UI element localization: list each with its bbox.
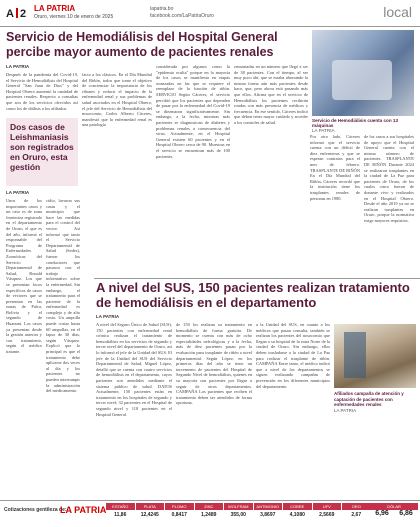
ticker-item: PLOMO 0,8417 [165, 503, 194, 525]
ticker-item: WOLFRAM 355,00 [224, 503, 253, 525]
ticker-item: UFV 2,5669 [313, 503, 342, 525]
web-links: lapatria.bo facebook.com/LaPatriaOruro [150, 6, 214, 19]
dollar-rate: DÓLAR 6,96 6,86 [370, 503, 418, 525]
masthead-logo: LA PATRIA [34, 4, 76, 13]
header-rule [0, 26, 420, 27]
article1-col6: de los casos a sus hospitales de apoyo que el Hospital General cuenta con el mismo número de pacientes. TRASPLANTE DE RIÑÓN Durante 2024 se realizaron trasplantes en la ciudad de La Paz para pacientes de Oruro, de los cuales cinco fueron de donante vivo y realizados en el Hospital Obrero. Desde el año 2019 ya no se realizan trasplantes en Oruro, porque la normativa exige mayores requisitos. [364, 134, 414, 223]
dollar-sell: 6,86 [399, 510, 413, 517]
dollar-buy: 6,96 [375, 510, 389, 517]
dateline: Oruro, viernes 10 de enero de 2025 [34, 14, 114, 20]
article1-col4: remontadas en un número que llegó a ser de 38 pacientes. Con el tiempo, al ser muy poco ahí, que se estaba ahorrando la misma forma aún más pacientes desde hace, que, pero ahora está pasando más que ellos. Afirma que en el servicio de Hemodiálisis los pacientes recibirán rondas con más presencia de médicos y frecuencia. En ese sentido, Cáceres indicó que deben tener mayor cuidado y acceder a los controles de salud. [234, 64, 308, 125]
photo2-caption: Afiliados campaña de atención y captación de pacientes con enfermedades renales LA PATRIA [334, 391, 404, 413]
ticker-title: Cotizaciones gentileza de: [4, 507, 67, 513]
ticker-item: ZINC 1,2489 [195, 503, 224, 525]
section-title: local [383, 4, 412, 20]
ticker-item: COBRE 4,1080 [283, 503, 312, 525]
page-header [0, 0, 420, 28]
article1-col3: considerada por algunos como la "epidemia oculta" porque en la mayoría de los casos se manifiesta en etapas avanzadas en las que se requiere el reemplazo de la función de riñón. SERVICIO Según Cáceres, el servicio percibió que los pacientes que dependen de pasar por la enfermedad del Covid-19 se diezmaron significativamente. Sin embargo, a la fecha, mientras más pacientes se diagnostican de diabetes y problemas renales a consecuencia del virus. Actualmente, en el Hospital General existen 60 pacientes y en el Hospital Obrero cerca de 90. Muestras en el servicio se encuentran más de 100 pacientes. [156, 64, 230, 159]
article1-col2: facto a los clásicos. En el Día Mundial del Riñón, todos que tome el objetivo de concienciar la importancia de los riñones y reducir el impacto de la enfermedad renal y sus problemas de salud asociados en el Hospital Obrero, el jefe del Servicio de Hemodiálisis del nosocomio, Carlos Alberto Cáceres, manifestó que la enfermedad renal es una patología [82, 72, 152, 128]
page-number: A 2 [6, 8, 27, 20]
article2-headline: A nivel del SUS, 150 pacientes realizan tratamiento de hemodiálisis en el departamento [96, 280, 410, 310]
article1-col1: Después de la pandemia del Covid-19, el Servicio de Hemodiálisis del Hospital General "San Juan de Dios" y del Hospital Obrero aumentó la cantidad de pacientes renales. Respecto a consultas que son de los servicios ofrecidos así como los de diálisis a los afiliados. [6, 72, 78, 111]
quotes-ticker [0, 500, 420, 527]
ticker-item: PLATA 12,4245 [136, 503, 165, 525]
article1-col5: Por otro lado, Cáceres informó que el servicio cuenta con un déficit de diez enfermeras y que se esperan contratos para el mes de febrero. TRASPLANTE DE RIÑÓN En el Día Mundial del Riñón, Cáceres recordó que la institución tiene los trasplantes renales de personas en 1980. [310, 134, 360, 201]
box-headline: Dos casos de Leishmaniasis son registrados en Oruro, esta gestión [10, 122, 74, 172]
ticker-item: ANTIMONIO 3,8697 [254, 503, 283, 525]
article2-rule [94, 278, 420, 279]
ticker-item: ESTAÑO 11,86 [106, 503, 135, 525]
article2-col1: A nivel del Seguro Único de Salud (SUS), 150 pacientes con enfermedad renal crónica realizan el tratamiento de hemodiálisis en los servicios de segundo y tercer nivel del departamento de Oruro, así lo informó el jefe de la Unidad del SUS. El jefe de la Unidad del SUS del Servicio Departamental de Salud, Miguel López, detalló que se cuenta con cuatro servicios de hemodiálisis en el departamento, cuyos pacientes son atendidos mediante el sistema público de salud. DATOS Actualmente, 150 pacientes están en tratamiento en los hospitales de segundo y tercer nivel; 32 pacientes en el Hospital de segundo nivel y 118 pacientes en el Hospital General. [96, 322, 172, 417]
renal-campaign-photo [334, 324, 416, 388]
ticker-logo: LA PATRIA [60, 505, 107, 515]
article2-col2: de 150 los realizan su tratamiento en hemodiálisis de forma gratuita. De momento se cuenta con más de ocho especialidades nefrológicas y a la fecha, más de diez pacientes pasan por la evaluación para trasplante de riñón a nivel departamental. Según López, en los primeros días del año se tiene un incremento de pacientes del Hospital de Segundo Nivel de hemodiálisis, quienes en su mayoría son pacientes por llegar a seguir de otros departamentos. CAMPAÑA Los pacientes que reciben el tratamiento deben ser atendidos de forma oportuna. [176, 322, 252, 406]
ticker-cells [106, 503, 372, 525]
article2-source: LA PATRIA [96, 314, 120, 319]
article1-headline: Servicio de Hemodiálisis del Hospital General percibe mayor aumento de pacientes renales [6, 30, 278, 59]
box-col1: Unos de los importantes casos y un caso es de zona fronteriza registrado en el departamento de Oruro, el que es del año, informó el responsable del Programa de Enfermedades Zoonóticas del Servicio Departamental de Salud, Ronald Vásquez. Los que se presentan focos específicos de casos de vectores que se presentan en las zonas de Palca, Bolivia y el segundo de Huanuni. Los casos ya presentan desde la gestión anterior y con tratamiento, según el médico tratante. [6, 198, 42, 355]
hemodialysis-machines-photo [312, 30, 414, 116]
box-col2: cidio, lavaron sus casas y el municipio que hace las medidas para el control del vector. Así informó que tanto el Servicio Departamental de Salud (Sedes), fueron los conductores que pasaron con el trabajo informativo sobre la enfermedad. Sin embargo, el tratamiento para el paciente de la enfermedad es complejo y de alto costo. Un ampolla puede costar hasta 60 ampollas, en el lapso de 30 días, según Vásquez. Explicó que lo principal es que el tratamiento debe aplicarse dos veces al día y los pacientes no pueden interrumpir la administración del medicamento. [46, 198, 80, 394]
photo1-caption: Servicio de Hemodiálisis cuenta con 13 máquinas LA PATRIA [312, 118, 399, 133]
article1-source: LA PATRIA [6, 64, 30, 69]
box-source: LA PATRIA [6, 190, 30, 195]
ticker-item: ORO 2,67 [342, 503, 371, 525]
leishmaniasis-box [6, 118, 78, 186]
article2-col3: a la Unidad del SUS, en cuanto a los médicos que pasan consulta, también se realizan los pacientes del nosocomio que llegan a su hospital de la zona Norte de la ciudad de Oruro. Sin embargo, ellos deben trasladarse a la ciudad de La Paz para realizar el trasplante de riñón. CAMPAÑA Entre tanto, el médico indicó que a nivel de los departamentos se siguen realizando campañas de prevención en los diferentes municipios del departamento. [256, 322, 330, 389]
